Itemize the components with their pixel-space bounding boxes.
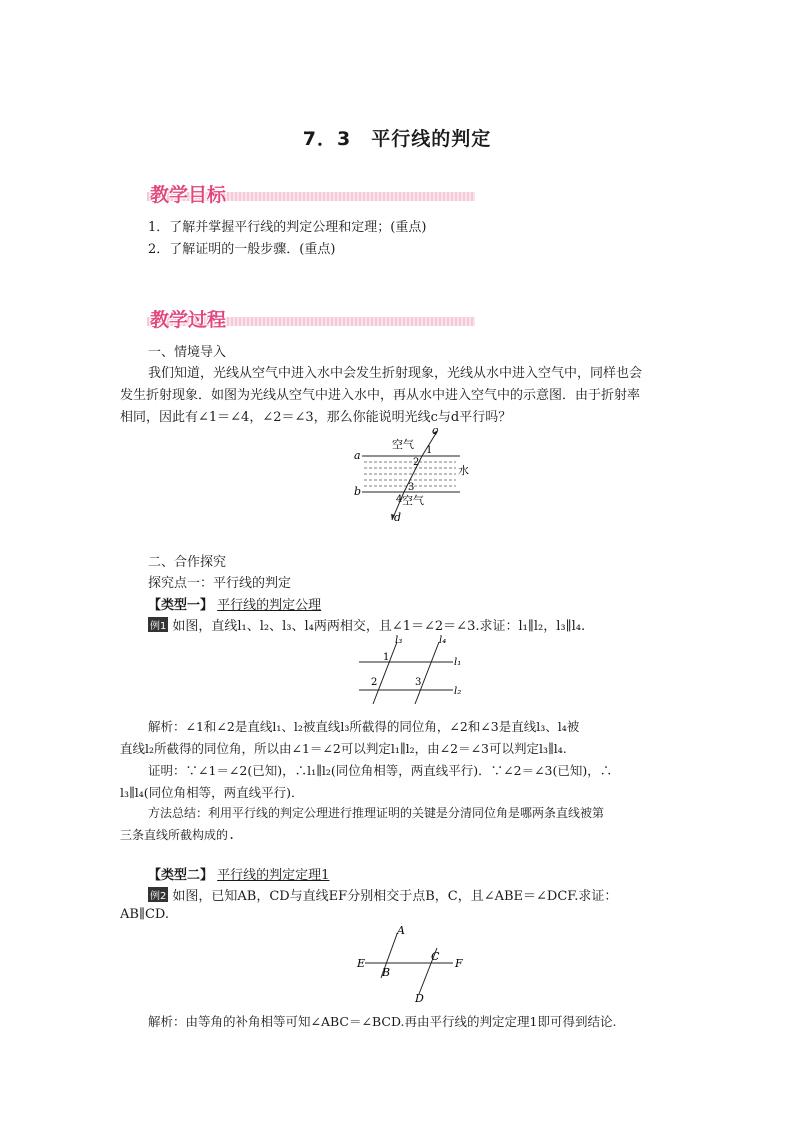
example-text: 如图，直线l₁、l₂、l₃、l₄两两相交，且∠1＝∠2＝∠3.求证：l₁∥l₂，l₃∥l₄. (172, 619, 586, 634)
example-text: 如图，已知AB，CD与直线EF分别相交于点B，C，且∠ABE＝∠DCF.求证： (172, 889, 618, 904)
example-text-cont: AB∥CD. (120, 907, 169, 922)
type-title: 平行线的判定定理1 (217, 868, 330, 883)
refraction-figure (350, 424, 480, 524)
example-tag: 例1 (148, 617, 168, 632)
label-l4: l₄ (439, 635, 447, 646)
analysis-line: 解析：由等角的补角相等可知∠ABC＝∠BCD.再由平行线的判定定理1即可得到结论. (148, 1014, 617, 1029)
line-l4 (415, 642, 439, 704)
proof-line: l₃∥l₄(同位角相等，两直线平行)． (120, 785, 304, 800)
type-tag: 【类型二】 (148, 868, 214, 883)
page-title: 7．3 平行线的判定 (302, 128, 492, 150)
analysis-line: 直线l₂所截得的同位角，所以由∠1＝∠2可以判定l₁∥l₂，由∠2＝∠3可以判定l₃∥l₄. (120, 741, 567, 756)
type1-heading (148, 594, 321, 613)
angle-3: 3 (408, 482, 415, 493)
paragraph-line: 发生折射现象．如图为光线从空气中进入水中，再从水中进入空气中的示意图．由于折射率 (120, 388, 641, 403)
angle-2: 2 (413, 457, 420, 468)
summary-line: 方法总结：利用平行线的判定公理进行推理证明的关键是分清同位角是哪两条直线被第 (148, 806, 605, 820)
analysis-line: 解析：∠1和∠2是直线l₁、l₂被直线l₃所截得的同位角，∠2和∠3是直线l₃、l₄被 (148, 719, 580, 734)
label-F: F (455, 957, 463, 970)
label-c: c (432, 424, 439, 437)
type-title: 平行线的判定公理 (217, 598, 322, 613)
type-tag: 【类型一】 (148, 598, 214, 613)
type2-heading (148, 864, 329, 883)
example-1 (148, 615, 585, 634)
label-l2: l₂ (454, 686, 462, 697)
label-air-bottom: 空气 (402, 494, 424, 507)
goal-item: 1．了解并掌握平行线的判定公理和定理；(重点) (148, 220, 427, 235)
label-E: E (357, 957, 366, 970)
label-d: d (394, 511, 402, 524)
paragraph-line: 我们知道，光线从空气中进入水中会发生折射现象，光线从水中进入空气中，同样也会 (148, 366, 643, 381)
proof-line: 证明：∵∠1＝∠2(已知)，∴l₁∥l₂(同位角相等，两直线平行)．∵∠2＝∠3(已知)，∴ (148, 763, 613, 778)
banner-teaching-process (147, 305, 475, 329)
section-heading: 二、合作探究 (148, 555, 227, 570)
banner-label: 教学过程 (150, 309, 227, 331)
four-lines-figure (355, 634, 475, 706)
label-a: a (354, 449, 361, 462)
label-C: C (431, 950, 440, 963)
label-air-top: 空气 (392, 438, 414, 451)
label-l1: l₁ (454, 657, 462, 668)
transversal-figure (355, 922, 475, 1004)
example-tag: 例2 (148, 887, 168, 902)
subsection-heading: 探究点一：平行线的判定 (148, 576, 292, 591)
label-B: B (382, 966, 391, 979)
angle-1: 1 (426, 445, 433, 456)
banner-teaching-goals (147, 180, 475, 204)
label-water: 水 (458, 464, 469, 477)
section-heading: 一、情境导入 (148, 345, 227, 360)
summary-line: 三条直线所截构成的. (120, 828, 236, 842)
banner-label: 教学目标 (150, 184, 227, 206)
goal-item: 2．了解证明的一般步骤．(重点) (148, 242, 336, 257)
label-l3: l₃ (395, 635, 403, 646)
angle-4: 4 (396, 494, 403, 505)
angle-3: 3 (415, 677, 422, 688)
angle-1: 1 (383, 652, 390, 663)
label-b: b (354, 485, 362, 498)
paragraph-line: 相同，因此有∠1＝∠4，∠2＝∠3，那么你能说明光线c与d平行吗？ (120, 410, 512, 425)
angle-2: 2 (371, 677, 378, 688)
example-2 (148, 885, 617, 904)
label-D: D (415, 992, 424, 1004)
label-A: A (397, 924, 405, 937)
